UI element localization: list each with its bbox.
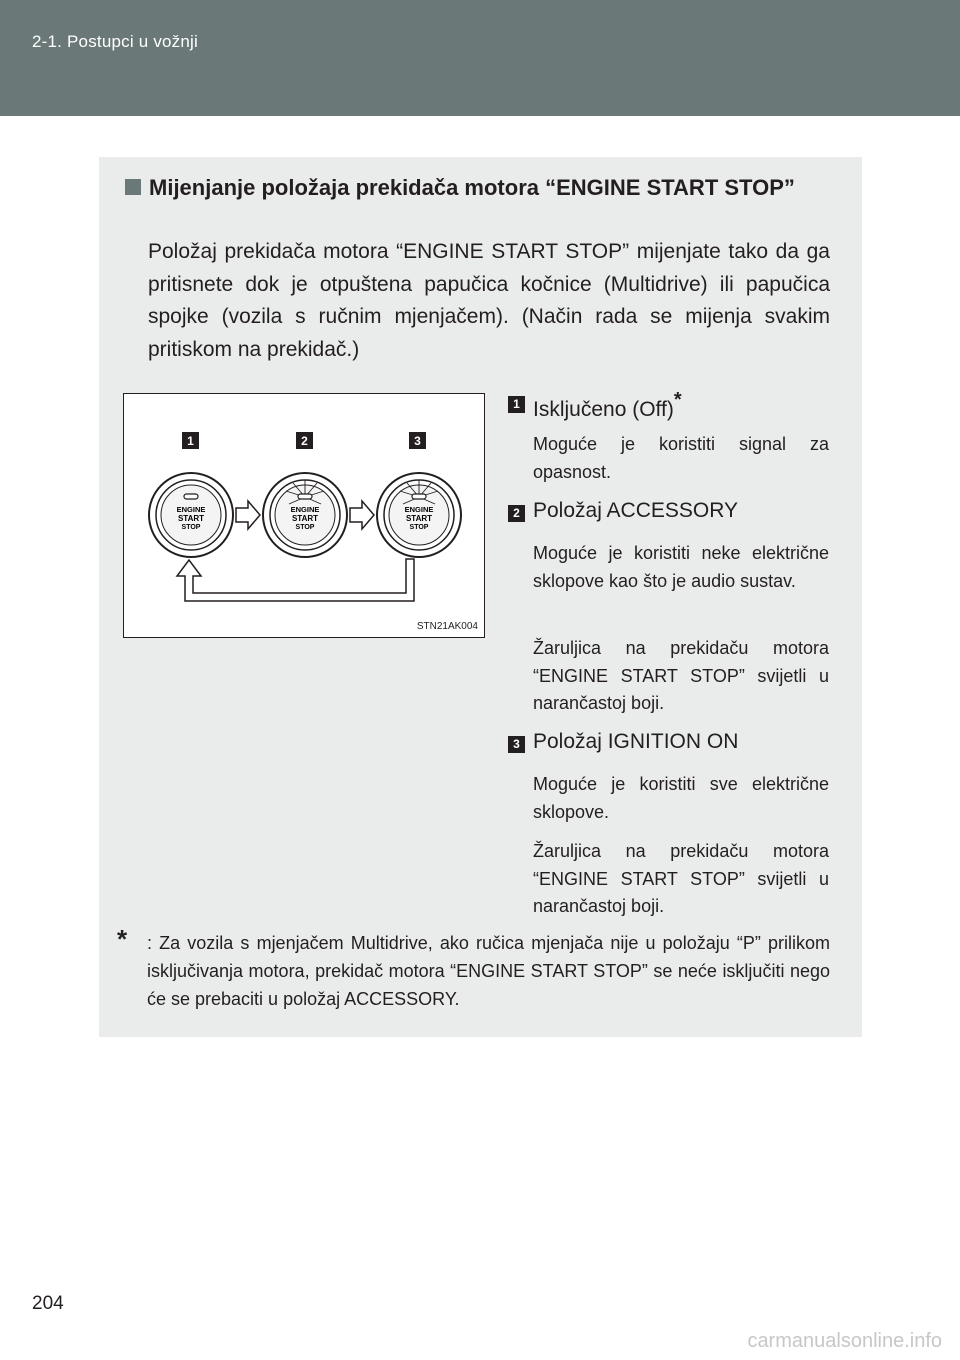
footnote <box>117 924 830 1013</box>
svg-text:START: START <box>405 514 433 523</box>
figure-code: STN21AK004 <box>416 621 478 632</box>
chapter-title: 2-1. Postupci u vožnji <box>32 32 198 51</box>
svg-text:2: 2 <box>301 434 308 448</box>
item-2-title: Položaj ACCESSORY <box>533 499 739 522</box>
switch-button-ignition-on <box>377 473 461 557</box>
section-title: Mijenjanje položaja prekidača motora “ENGINE START STOP” <box>149 175 795 200</box>
footnote-text: : Za vozila s mjenjačem Multidrive, ako ručica mjenjača nije u položaju “P” prilikom isključivanja motora, prekidač motora “ENGINE START STOP” se neće isključiti nego će se prebaciti u položaj ACCESSORY. <box>147 933 830 1009</box>
switch-button-off <box>149 473 233 557</box>
page-number: 204 <box>32 1293 64 1314</box>
svg-text:START: START <box>291 514 319 523</box>
item-1-number-icon: 1 <box>508 396 525 413</box>
item-2-text-1: Moguće je koristiti neke električne sklopove kao što je audio sustav. <box>533 543 829 591</box>
figure-label-2 <box>296 432 313 449</box>
watermark: carmanualsonline.info <box>747 1330 942 1352</box>
svg-text:STOP: STOP <box>181 524 201 531</box>
arrow-right-icon <box>350 501 374 529</box>
figure-label-3 <box>409 432 426 449</box>
figure-label-1 <box>182 432 199 449</box>
switch-button-accessory <box>263 473 347 557</box>
svg-text:ENGINE: ENGINE <box>176 505 206 514</box>
svg-text:STOP: STOP <box>409 524 429 531</box>
item-1-title: Isključeno (Off)* <box>533 389 682 421</box>
item-3-text-1: Moguće je koristiti sve električne sklopove. <box>533 774 829 822</box>
item-3-title: Položaj IGNITION ON <box>533 730 739 753</box>
item-2-text-2: Žaruljica na prekidaču motora “ENGINE START STOP” svijetli u narančastoj boji. <box>533 638 829 713</box>
arrow-right-icon <box>236 501 260 529</box>
item-3-number-icon: 3 <box>508 736 525 753</box>
section-body: Položaj prekidača motora “ENGINE START STOP” mijenjate tako da ga pritisnete dok je otpuštena papučica kočnice (Multidrive) ili papučica spojke (vozila s ručnim mjenjačem). (Način rada se mijenja svakim pritiskom na prekidač.) <box>148 240 830 361</box>
item-3-text-2: Žaruljica na prekidaču motora “ENGINE START STOP” svijetli u narančastoj boji. <box>533 841 829 916</box>
svg-text:START: START <box>177 514 205 523</box>
page-header <box>0 0 960 116</box>
svg-text:STOP: STOP <box>295 524 315 531</box>
item-2-number-icon: 2 <box>508 505 525 522</box>
switch-diagram <box>124 394 484 637</box>
svg-text:ENGINE: ENGINE <box>404 505 434 514</box>
engine-switch-figure <box>123 393 485 638</box>
item-1-text: Moguće je koristiti signal za opasnost. <box>533 434 829 482</box>
return-arrow-icon <box>177 559 414 601</box>
footnote-marker: * <box>117 924 128 954</box>
svg-text:1: 1 <box>187 434 194 448</box>
svg-text:ENGINE: ENGINE <box>290 505 320 514</box>
svg-text:3: 3 <box>414 434 421 448</box>
